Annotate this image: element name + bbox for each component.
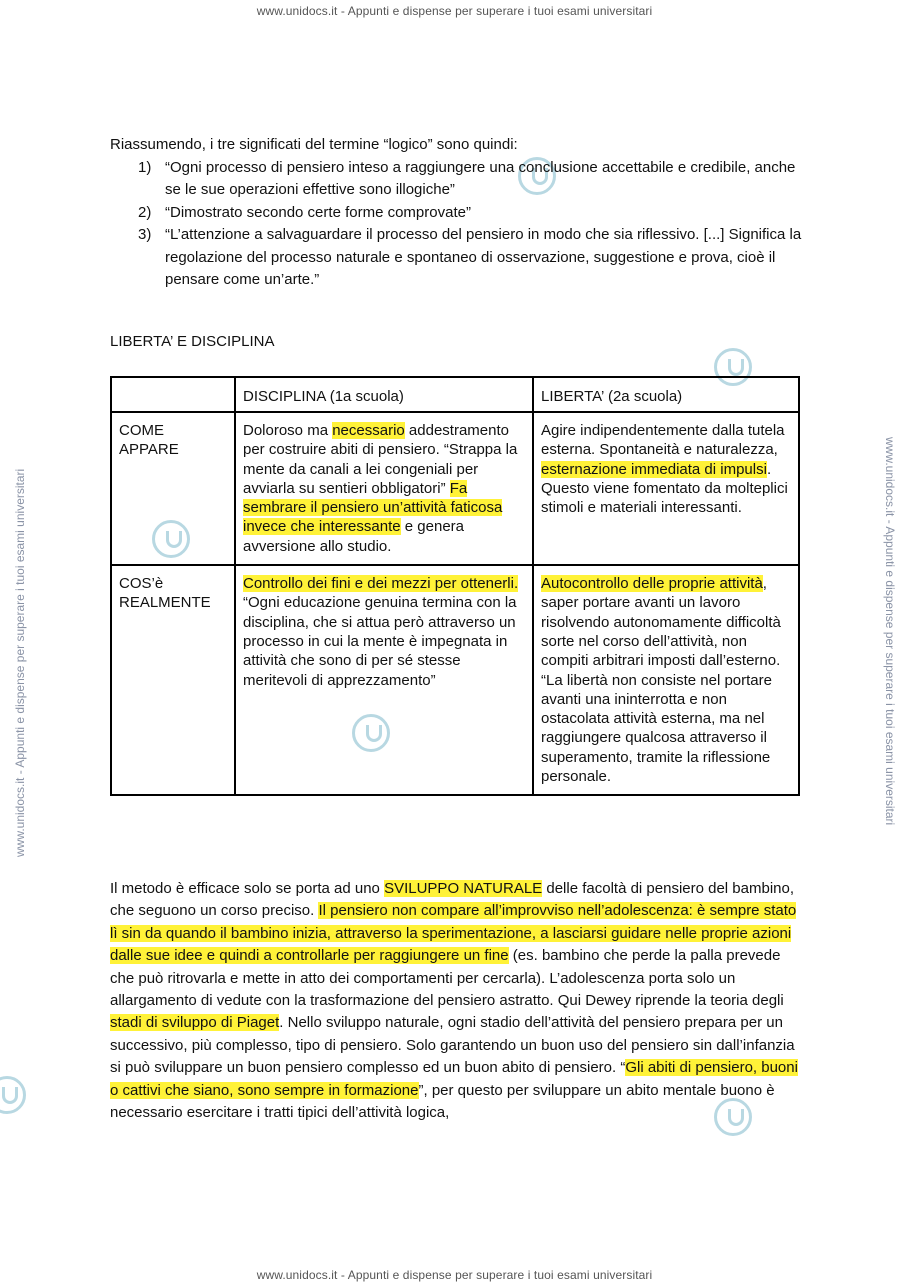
unidocs-logo-icon bbox=[0, 1076, 26, 1114]
summary-intro-rest: , i tre significati del termine “logico” sono quindi: bbox=[201, 136, 518, 153]
table-header-row bbox=[111, 377, 799, 412]
closing-paragraph bbox=[110, 878, 800, 1124]
paragraph-text: Il metodo è efficace solo se porta ad uno bbox=[110, 880, 385, 897]
watermark-banner-top: www.unidocs.it - Appunti e dispense per superare i tuoi esami universitari bbox=[256, 4, 653, 18]
header-cell-empty bbox=[111, 377, 235, 412]
cell-liberta bbox=[533, 412, 799, 565]
highlight: esternazione immediata di impulsi bbox=[541, 460, 767, 478]
watermark-banner-bottom: www.unidocs.it - Appunti e dispense per superare i tuoi esami universitari bbox=[256, 1268, 653, 1282]
highlight: Autocontrollo delle proprie attività bbox=[541, 575, 763, 593]
summary-section bbox=[110, 134, 810, 292]
paragraph-text: . Nello sviluppo naturale, ogni stadio dell’attività del pensiero prepara per un successivo, più complesso, tipo di pensiero. Solo garantendo un buon uso del pensiero sin dall’infanzia si può sviluppare un buon pensiero complesso ed un buon abito di pensiero. “ bbox=[110, 1014, 795, 1077]
cell-text: , saper portare avanti un lavoro risolvendo autonomamente difficoltà sorte nel corso dell’attività, non compiti arbitrari imposti dall’esterno. “La libertà non consiste nel portare avanti una ininterrotta e non ostacolata attività esterna, ma nel raggiungere qualcosa attraverso il superamento, tramite la riflessione personale. bbox=[541, 575, 781, 786]
list-text: “L’attenzione a salvaguardare il processo del pensiero in modo che sia riflessivo. [...] Significa la regolazione del processo naturale e spontaneo di osservazione, suggestione e prova, cioè il pensare come un’arte.” bbox=[165, 226, 802, 288]
cell-disciplina bbox=[235, 412, 533, 565]
list-number: 3) bbox=[138, 226, 152, 243]
highlight: Gli abiti di pensiero, buoni o cattivi che siano, sono sempre in formazione bbox=[110, 1059, 798, 1099]
highlight: Il pensiero non compare all’improvviso nell’adolescenza: è sempre stato lì sin da quando il bambino inizia, attraverso la sperimentazione, a lasciarsi guidare nelle proprie azioni dalle sue idee e quindi a controllarle per raggiungere un fine bbox=[110, 902, 797, 965]
paragraph-text: delle facoltà di pensiero del bambino, che seguono un corso preciso. bbox=[110, 880, 795, 920]
watermark-side-right: www.unidocs.it - Appunti e dispense per superare i tuoi esami universitari bbox=[883, 437, 897, 826]
summary-list bbox=[110, 157, 810, 292]
list-item bbox=[110, 224, 810, 292]
watermark-side-left: www.unidocs.it - Appunti e dispense per superare i tuoi esami universitari bbox=[13, 468, 27, 857]
highlight: SVILUPPO NATURALE bbox=[384, 880, 543, 897]
list-number: 2) bbox=[138, 203, 152, 221]
cell-text: “Ogni educazione genuina termina con la disciplina, che si attua però attraverso un processo in cui la mente è impegnata in attività che sono di per sé stesse meritevoli di apprezzamento” bbox=[243, 594, 517, 689]
highlight: Fa sembrare il pensiero un’attività faticosa invece che interessante bbox=[243, 479, 503, 536]
list-item bbox=[110, 157, 810, 202]
list-text: “Dimostrato secondo certe forme comprovate” bbox=[165, 203, 471, 221]
cell-text: Agire indipendentemente dalla tutela esterna. Spontaneità e naturalezza, bbox=[541, 422, 785, 459]
list-number: 1) bbox=[138, 158, 152, 176]
summary-intro-bold: Riassumendo bbox=[110, 136, 202, 153]
table-row bbox=[111, 412, 799, 565]
table-row bbox=[111, 565, 799, 795]
list-text: “Ogni processo di pensiero inteso a raggiungere una conclusione accettabile e credibile, anche se le sue operazioni effettive sono illogiche” bbox=[165, 158, 796, 198]
cell-text: e genera avversione allo studio. bbox=[243, 518, 464, 555]
paragraph-text: (es. bambino che perde la palla prevede che può ritrovarla e mette in atto dei comportamenti per cercarla). L’adolescenza porta solo un allargamento di vedute con la trasformazione del pensiero astratto. Qui Dewey riprende la teoria degli bbox=[110, 947, 784, 1010]
row-label: COS’è REALMENTE bbox=[111, 565, 235, 795]
paragraph-text: ”, per questo per sviluppare un abito mentale buono è necessario esercitare i tratti tipici dell’attività logica, bbox=[110, 1081, 775, 1122]
cell-text: addestramento per costruire abiti di pensiero. “Strappa la mente da canali a lei congeniali per avviarla su sentieri obbligatori” bbox=[243, 422, 518, 497]
cell-disciplina bbox=[235, 565, 533, 795]
header-cell-disciplina: DISCIPLINA (1a scuola) bbox=[235, 377, 533, 412]
comparison-table bbox=[110, 376, 800, 796]
cell-text: Doloroso ma bbox=[243, 422, 333, 439]
highlight: necessario bbox=[332, 422, 405, 439]
highlight: stadi di sviluppo di Piaget bbox=[110, 1014, 280, 1032]
row-label: COME APPARE bbox=[111, 412, 235, 565]
highlight: Controllo dei fini e dei mezzi per ottenerli. bbox=[243, 575, 519, 593]
section-title: LIBERTA’ E DISCIPLINA bbox=[110, 333, 275, 350]
summary-intro bbox=[110, 134, 810, 157]
cell-text: . Questo viene fomentato da molteplici stimoli e materiali interessanti. bbox=[541, 460, 788, 517]
header-cell-liberta: LIBERTA’ (2a scuola) bbox=[533, 377, 799, 412]
list-item bbox=[110, 202, 810, 225]
cell-liberta bbox=[533, 565, 799, 795]
